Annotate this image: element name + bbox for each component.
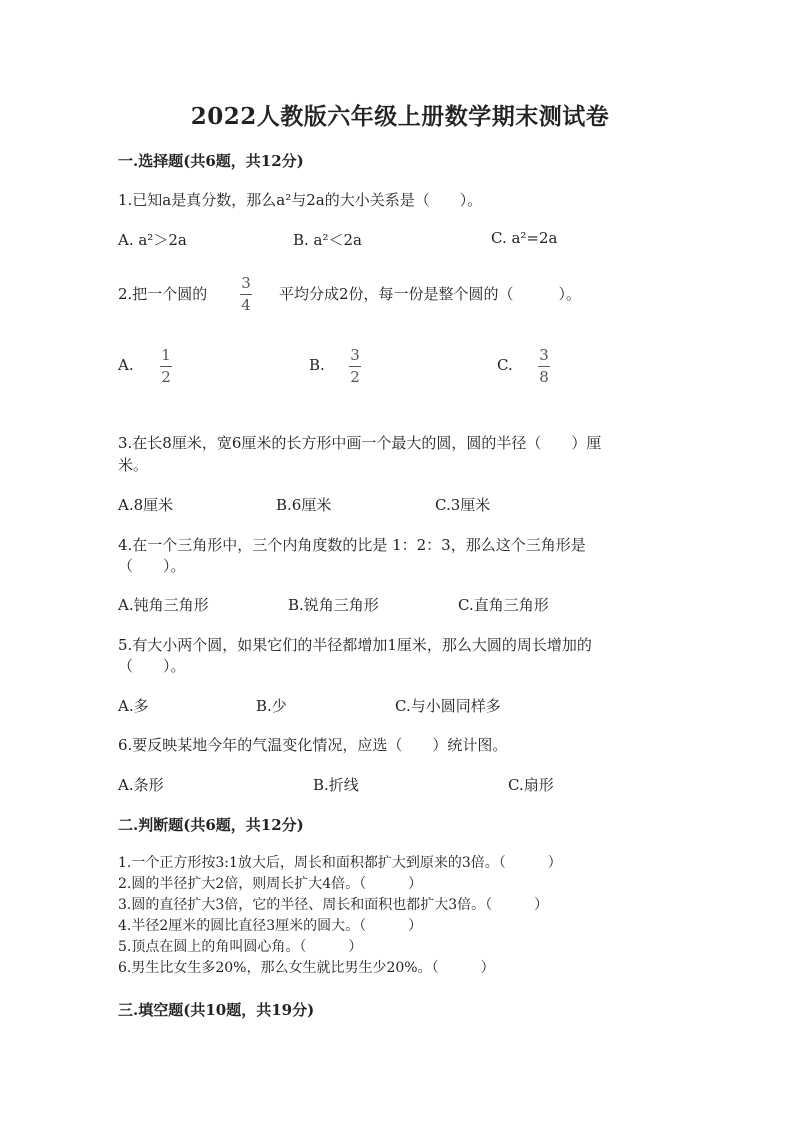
question-4-text: 4.在一个三角形中，三个内角度数的比是 1：2：3，那么这个三角形是 <box>118 536 586 554</box>
fraction-numerator: 3 <box>350 346 360 364</box>
page-title: 2022人教版六年级上册数学期末测试卷 <box>190 103 610 130</box>
question-1-text: 1.已知a是真分数，那么a²与2a的大小关系是（ ）。 <box>118 191 483 209</box>
question-3-option-b[interactable]: B.6厘米 <box>276 496 332 514</box>
question-1-option-a[interactable]: A. a²＞2a <box>118 231 187 249</box>
question-6-option-b[interactable]: B.折线 <box>313 776 359 794</box>
question-5-text-line2: （ ）。 <box>118 657 186 675</box>
question-2-option-a-fraction[interactable] <box>160 348 172 385</box>
fraction-denominator: 8 <box>539 368 549 386</box>
question-2-option-c-fraction[interactable] <box>538 348 550 385</box>
fraction-bar <box>160 366 172 367</box>
question-5-text: 5.有大小两个圆，如果它们的半径都增加1厘米，那么大圆的周长增加的 <box>118 636 592 654</box>
judge-question-1: 1.一个正方形按3:1放大后，周长和面积都扩大到原来的3倍。（ ） <box>118 855 562 871</box>
question-2-option-b-label[interactable]: B. <box>309 356 325 374</box>
question-2-text-after: 平均分成2份，每一份是整个圆的（ ）。 <box>279 285 582 303</box>
question-5-option-c[interactable]: C.与小圆同样多 <box>395 697 501 715</box>
judge-question-6: 6.男生比女生多20%，那么女生就比男生少20%。（ ） <box>118 960 495 976</box>
question-5-option-b[interactable]: B.少 <box>256 697 287 715</box>
question-4-text-line2: （ ）。 <box>118 557 186 575</box>
question-2-option-c-label[interactable]: C. <box>497 356 513 374</box>
fraction-bar <box>240 294 252 295</box>
question-1-option-c[interactable]: C. a²=2a <box>491 229 558 247</box>
section-heading-fill: 三.填空题(共10题，共19分) <box>118 1001 315 1019</box>
judge-question-5: 5.顶点在圆上的角叫圆心角。（ ） <box>118 939 363 955</box>
question-4-option-b[interactable]: B.锐角三角形 <box>288 596 379 614</box>
fraction-numerator: 3 <box>539 346 549 364</box>
fraction-denominator: 4 <box>241 296 251 314</box>
question-2-fraction <box>240 276 252 313</box>
section-heading-judge: 二.判断题(共6题，共12分) <box>118 816 304 834</box>
question-6-text: 6.要反映某地今年的气温变化情况，应选（ ）统计图。 <box>118 736 508 754</box>
judge-question-4: 4.半径2厘米的圆比直径3厘米的圆大。（ ） <box>118 918 423 934</box>
fraction-denominator: 2 <box>350 368 360 386</box>
fraction-numerator: 3 <box>241 274 251 292</box>
question-4-option-c[interactable]: C.直角三角形 <box>458 596 549 614</box>
question-6-option-c[interactable]: C.扇形 <box>508 776 554 794</box>
fraction-bar <box>538 366 550 367</box>
question-5-option-a[interactable]: A.多 <box>118 697 149 715</box>
section-heading-choice: 一.选择题(共6题，共12分) <box>118 152 304 170</box>
question-1-option-b[interactable]: B. a²＜2a <box>293 231 363 249</box>
question-2-text-before: 2.把一个圆的 <box>118 285 208 303</box>
question-3-option-c[interactable]: C.3厘米 <box>435 496 491 514</box>
question-3-option-a[interactable]: A.8厘米 <box>118 496 174 514</box>
question-2-option-a-label[interactable]: A. <box>118 356 134 374</box>
judge-question-3: 3.圆的直径扩大3倍，它的半径、周长和面积也都扩大3倍。（ ） <box>118 897 549 913</box>
question-2-option-b-fraction[interactable] <box>349 348 361 385</box>
question-3-text-line2: 米。 <box>118 456 149 474</box>
question-4-option-a[interactable]: A.钝角三角形 <box>118 596 209 614</box>
question-6-option-a[interactable]: A.条形 <box>118 776 164 794</box>
fraction-denominator: 2 <box>161 368 171 386</box>
question-3-text: 3.在长8厘米，宽6厘米的长方形中画一个最大的圆，圆的半径（ ）厘 <box>118 434 602 452</box>
judge-question-2: 2.圆的半径扩大2倍，则周长扩大4倍。（ ） <box>118 876 423 892</box>
fraction-numerator: 1 <box>161 346 171 364</box>
fraction-bar <box>349 366 361 367</box>
